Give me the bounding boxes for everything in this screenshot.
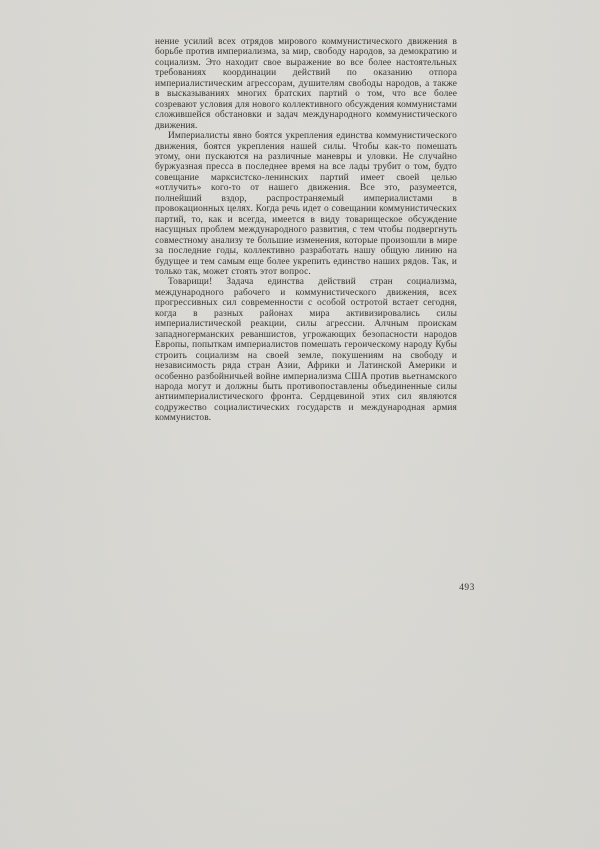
body-paragraph-continuation: нение усилий всех отрядов мирового коммунистического движения в борьбе против империализма, за мир, свободу народов, за демократию и социализм. Это находит свое выражение во все более настоятельных требованиях координации действий по оказанию отпора империалистическим агрессорам, душителям свободы народов, а также в высказываниях многих братских партий о том, что все более созревают условия для нового коллективного обсуждения коммунистами сложившейся обстановки и задач международного коммунистического движения. (155, 37, 457, 131)
body-paragraph: Товарищи! Задача единства действий стран социализма, международного рабочего и коммунистического движения, всех прогрессивных сил современности с особой остротой встает сегодня, когда в разных районах мира активизировались силы империалистической реакции, силы агрессии. Алчным проискам западногерманских реваншистов, угрожающих безопасности народов Европы, попыткам империалистов помешать героическому народу Кубы строить социализм на своей земле, покушениям на свободу и независимость ряда стран Азии, Африки и Латинской Америки и особенно разбойничьей войне империализма США против вьетнамского народа могут и должны быть противопоставлены объединенные силы антиимпериалистического фронта. Сердцевиной этих сил являются содружество социалистических государств и международная армия коммунистов. (155, 277, 457, 424)
body-paragraph: Империалисты явно боятся укрепления единства коммунистического движения, боятся укрепления нашей силы. Чтобы как-то помешать этому, они пускаются на различные маневры и уловки. Не случайно буржуазная пресса в последнее время на все лады трубит о том, будто совещание марксистско-ленинских партий имеет своей целью «отлучить» кого-то от нашего движения. Все это, разумеется, полнейший вздор, распространяемый империалистами в провокационных целях. Когда речь идет о совещании коммунистических партий, то, как и всегда, имеется в виду товарищеское обсуждение насущных проблем международного развития, с тем чтобы подвергнуть совместному анализу те большие изменения, которые произошли в мире за последние годы, коллективно разработать нашу общую линию на будущее и тем самым еще более укрепить единство наших рядов. Так, и только так, может стоять этот вопрос. (155, 131, 457, 277)
text-block (155, 37, 457, 424)
page-number: 493 (459, 583, 475, 593)
